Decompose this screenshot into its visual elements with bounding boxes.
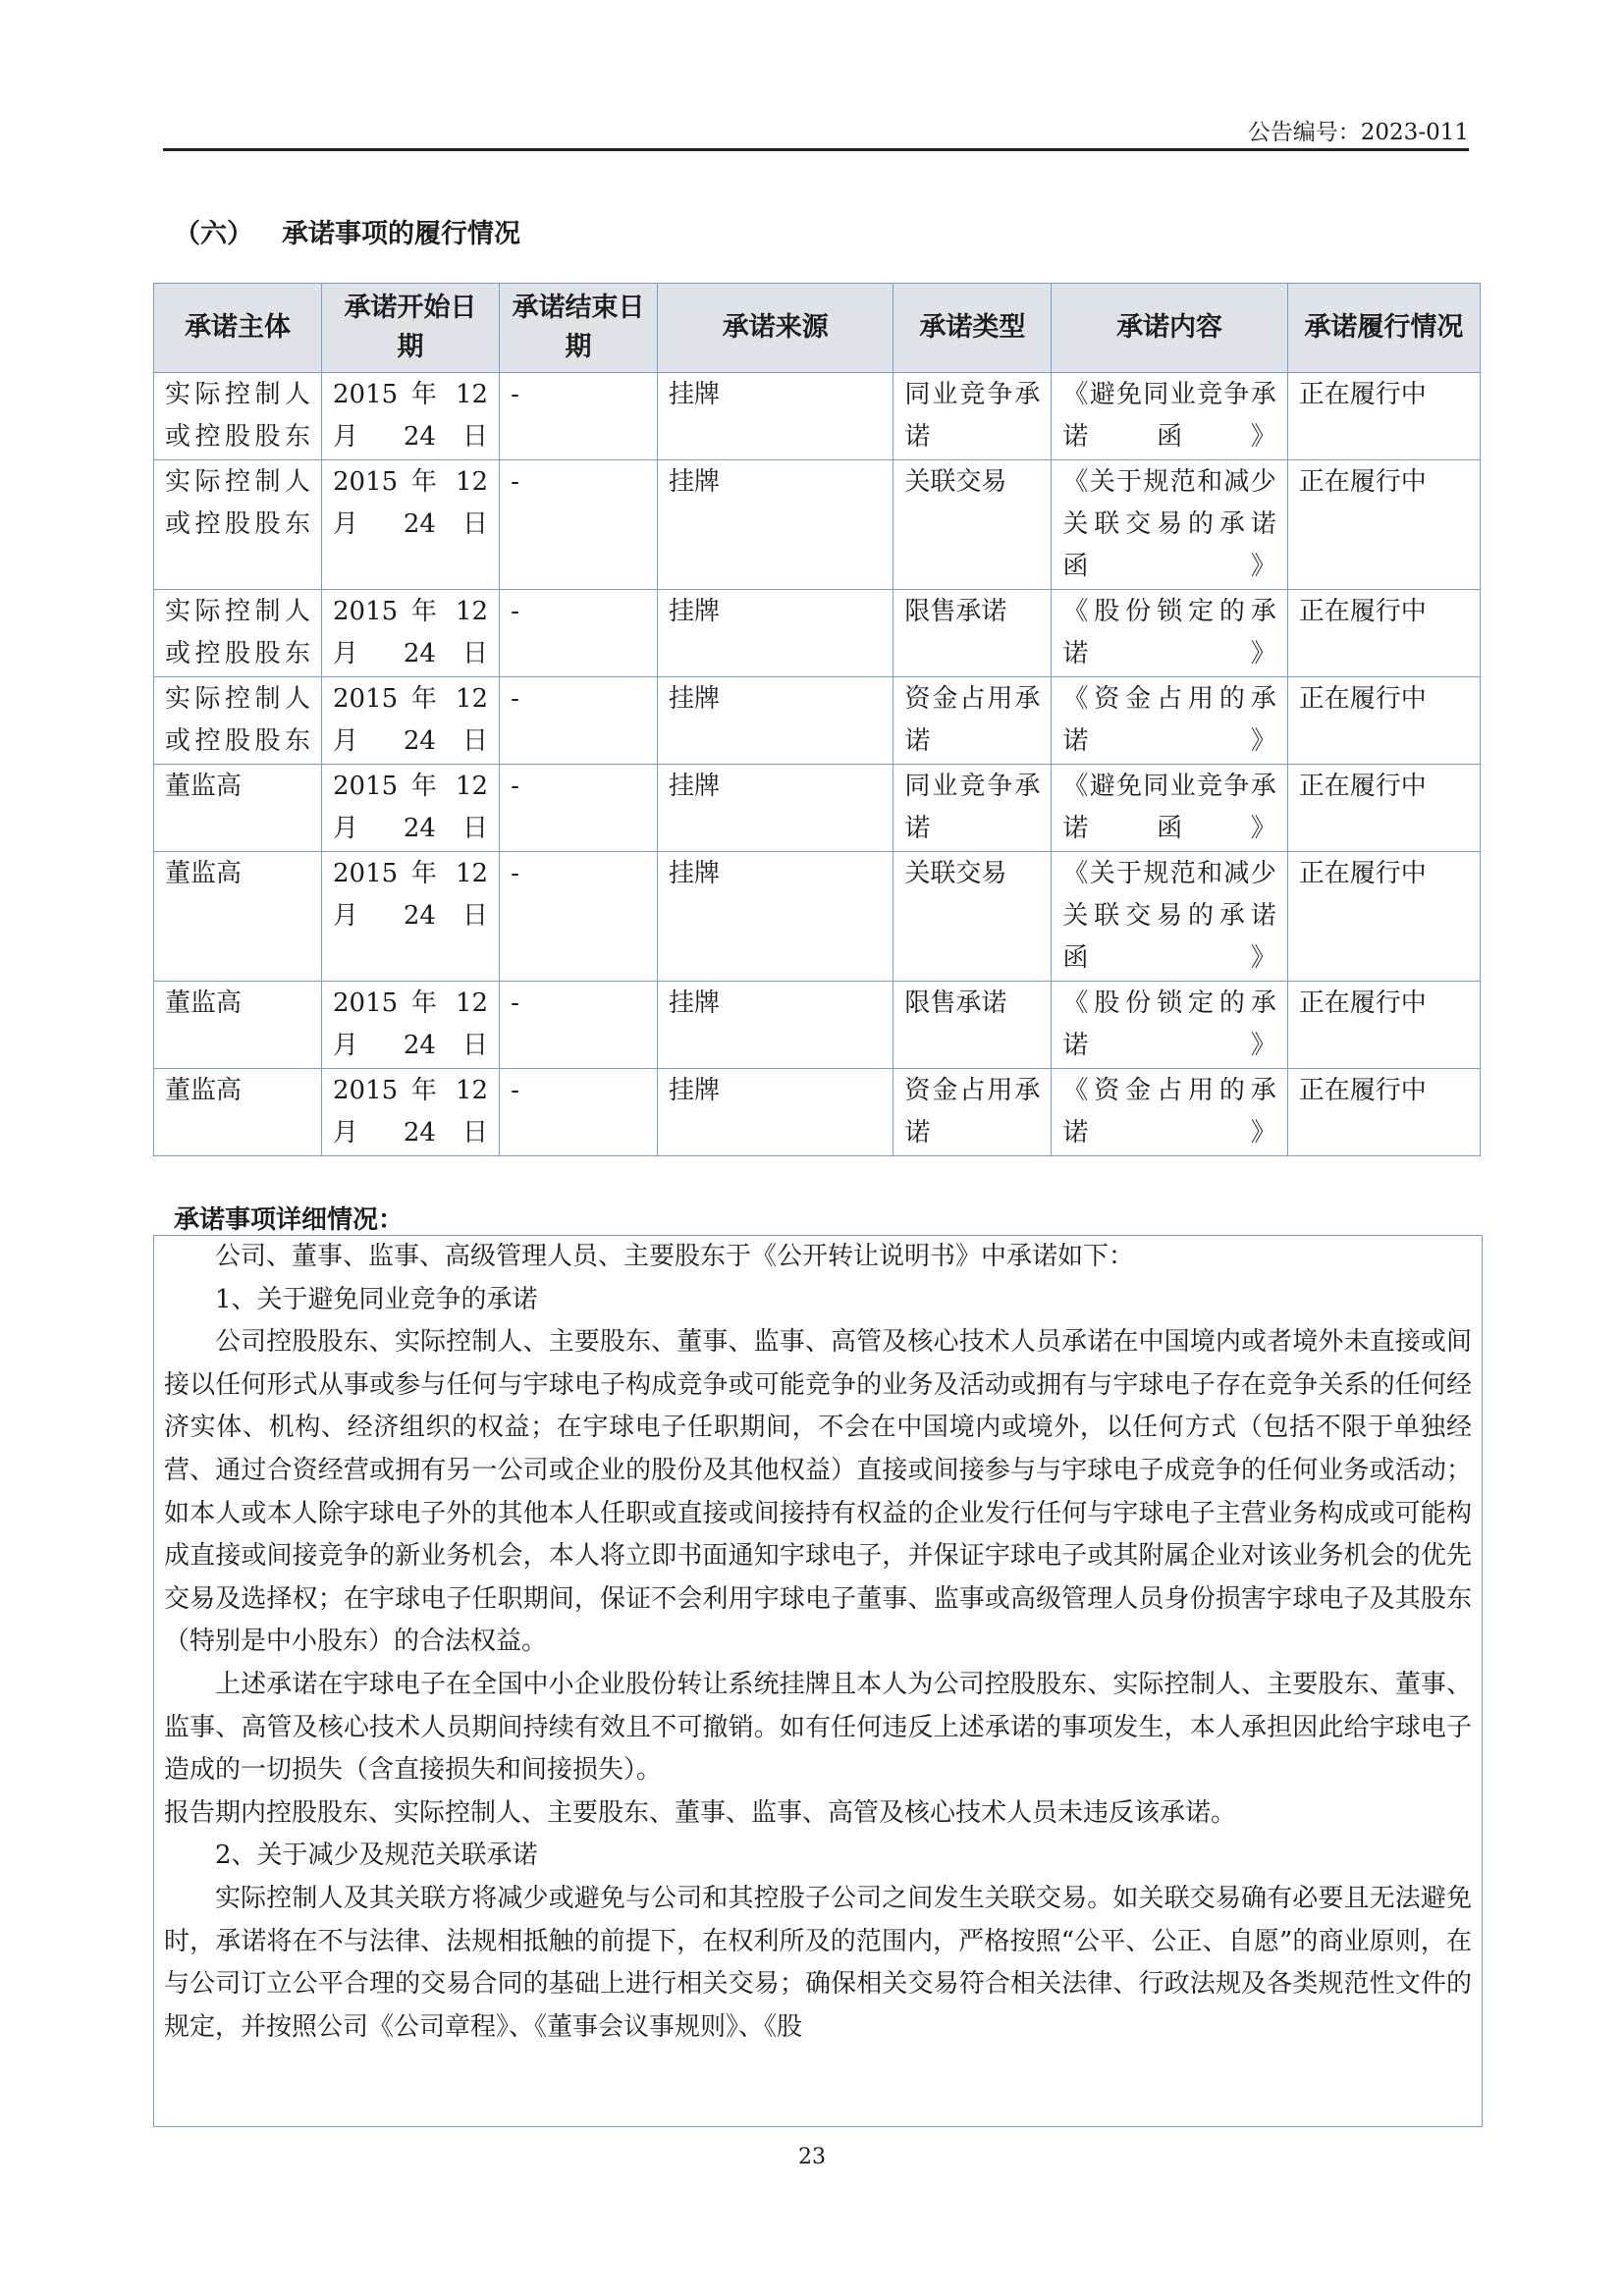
- table-cell: 挂牌: [658, 677, 893, 765]
- table-cell: 实际控制人或控股股东: [154, 373, 322, 460]
- table-row: [154, 373, 1481, 460]
- table-cell: 正在履行中: [1287, 982, 1480, 1069]
- table-cell: 挂牌: [658, 765, 893, 852]
- table-cell: 《资金占用的承诺》: [1052, 677, 1287, 765]
- table-cell: 正在履行中: [1287, 852, 1480, 982]
- header-cell: 承诺结束日期: [500, 284, 658, 373]
- table-row: [154, 460, 1481, 590]
- table-cell: 《关于规范和减少关联交易的承诺函》: [1052, 852, 1287, 982]
- detail-subheading: 2、关于减少及规范关联承诺: [215, 1841, 538, 1871]
- table-cell: 董监高: [154, 982, 322, 1069]
- table-cell: -: [500, 373, 658, 460]
- table-cell: 正在履行中: [1287, 1069, 1480, 1156]
- commitment-table: [153, 283, 1481, 1156]
- table-cell: 限售承诺: [893, 590, 1052, 677]
- table-cell: 正在履行中: [1287, 765, 1480, 852]
- table-cell: 《避免同业竞争承诺函》: [1052, 765, 1287, 852]
- section-title-text: 承诺事项的履行情况: [282, 219, 520, 249]
- table-cell: -: [500, 765, 658, 852]
- table-cell: 《股份锁定的承诺》: [1052, 590, 1287, 677]
- table-cell: 2015 年 12 月 24 日: [322, 982, 500, 1069]
- header-cell: 承诺开始日期: [322, 284, 500, 373]
- table-cell: 限售承诺: [893, 982, 1052, 1069]
- table-cell: -: [500, 852, 658, 982]
- table-row: [154, 1069, 1481, 1156]
- header-cell: 承诺类型: [893, 284, 1052, 373]
- table-cell: 2015 年 12 月 24 日: [322, 852, 500, 982]
- table-cell: 2015 年 12 月 24 日: [322, 765, 500, 852]
- table-cell: 正在履行中: [1287, 677, 1480, 765]
- table-cell: -: [500, 982, 658, 1069]
- table-row: [154, 852, 1481, 982]
- table-cell: 挂牌: [658, 852, 893, 982]
- table-cell: 2015 年 12 月 24 日: [322, 373, 500, 460]
- table-cell: -: [500, 677, 658, 765]
- table-cell: 董监高: [154, 1069, 322, 1156]
- table-row: [154, 590, 1481, 677]
- section-title: [174, 212, 520, 250]
- header-cell: 承诺来源: [658, 284, 893, 373]
- detail-paragraph: 公司、董事、监事、高级管理人员、主要股东于《公开转让说明书》中承诺如下：: [215, 1242, 1135, 1271]
- table-cell: -: [500, 460, 658, 590]
- table-cell: 实际控制人或控股股东: [154, 590, 322, 677]
- table-cell: 董监高: [154, 852, 322, 982]
- table-cell: 同业竞争承诺: [893, 765, 1052, 852]
- table-cell: 资金占用承诺: [893, 1069, 1052, 1156]
- table-cell: 《资金占用的承诺》: [1052, 1069, 1287, 1156]
- table-cell: 关联交易: [893, 460, 1052, 590]
- table-cell: 正在履行中: [1287, 373, 1480, 460]
- table-cell: 2015 年 12 月 24 日: [322, 677, 500, 765]
- table-cell: 挂牌: [658, 590, 893, 677]
- detail-subheading: 1、关于避免同业竞争的承诺: [215, 1284, 538, 1314]
- header-cell: 承诺履行情况: [1287, 284, 1480, 373]
- table-cell: 资金占用承诺: [893, 677, 1052, 765]
- detail-paragraph: 报告期内控股股东、实际控制人、主要股东、董事、监事、高管及核心技术人员未违反该承诺。: [164, 1797, 1237, 1828]
- announcement-number: 公告编号：2023-011: [1247, 120, 1469, 145]
- table-row: [154, 677, 1481, 765]
- table-cell: 挂牌: [658, 373, 893, 460]
- table-row: [154, 982, 1481, 1069]
- detail-paragraph: 公司控股股东、实际控制人、主要股东、董事、监事、高管及核心技术人员承诺在中国境内或者境外未直接或间接以任何形式从事或参与任何与宇球电子构成竞争或可能竞争的业务及活动或拥有与宇球电子存在竞争关系的任何经济实体、机构、经济组织的权益；在宇球电子任职期间，不会在中国境内或境外，以任何方式（包括不限于单独经营、通过合资经营或拥有另一公司或企业的股份及其他权益）直接或间接参与与宇球电子成竞争的任何业务或活动；如本人或本人除宇球电子外的其他本人任职或直接或间接持有权益的企业发行任何与宇球电子主营业务构成或可能构成直接或间接竞争的新业务机会，本人将立即书面通知宇球电子，并保证宇球电子或其附属企业对该业务机会的优先交易及选择权；在宇球电子任职期间，保证不会利用宇球电子董事、监事或高级管理人员身份损害宇球电子及其股东（特别是中小股东）的合法权益。: [164, 1327, 1472, 1657]
- table-cell: 同业竞争承诺: [893, 373, 1052, 460]
- detail-box: [153, 1235, 1483, 2127]
- table-cell: 《股份锁定的承诺》: [1052, 982, 1287, 1069]
- table-header-row: [154, 284, 1481, 373]
- table-cell: 2015 年 12 月 24 日: [322, 590, 500, 677]
- table-cell: 2015 年 12 月 24 日: [322, 460, 500, 590]
- table-cell: 实际控制人或控股股东: [154, 677, 322, 765]
- header-cell: 承诺内容: [1052, 284, 1287, 373]
- table-cell: 2015 年 12 月 24 日: [322, 1069, 500, 1156]
- table-cell: 正在履行中: [1287, 590, 1480, 677]
- table-cell: 《避免同业竞争承诺函》: [1052, 373, 1287, 460]
- table-cell: 正在履行中: [1287, 460, 1480, 590]
- table-cell: 实际控制人或控股股东: [154, 460, 322, 590]
- table-cell: -: [500, 1069, 658, 1156]
- detail-title: 承诺事项详细情况：: [174, 1205, 405, 1235]
- table-cell: 董监高: [154, 765, 322, 852]
- table-cell: 《关于规范和减少关联交易的承诺函》: [1052, 460, 1287, 590]
- table-cell: -: [500, 590, 658, 677]
- section-number: （六）: [174, 219, 253, 249]
- header-rule: [163, 148, 1469, 151]
- header-cell: 承诺主体: [154, 284, 322, 373]
- table-cell: 挂牌: [658, 460, 893, 590]
- table-cell: 关联交易: [893, 852, 1052, 982]
- detail-paragraph: 实际控制人及其关联方将减少或避免与公司和其控股子公司之间发生关联交易。如关联交易确有必要且无法避免时，承诺将在不与法律、法规相抵触的前提下，在权利所及的范围内，严格按照“公平、公正、自愿”的商业原则，在与公司订立公平合理的交易合同的基础上进行相关交易；确保相关交易符合相关法律、行政法规及各类规范性文件的规定，并按照公司《公司章程》、《董事会议事规则》、《股: [164, 1883, 1472, 2042]
- table-row: [154, 765, 1481, 852]
- table-cell: 挂牌: [658, 982, 893, 1069]
- detail-paragraph: 上述承诺在宇球电子在全国中小企业股份转让系统挂牌且本人为公司控股股东、实际控制人、主要股东、董事、监事、高管及核心技术人员期间持续有效且不可撤销。如有任何违反上述承诺的事项发生，本人承担因此给宇球电子造成的一切损失（含直接损失和间接损失）。: [164, 1669, 1472, 1786]
- table-cell: 挂牌: [658, 1069, 893, 1156]
- page-number: 23: [798, 2145, 826, 2169]
